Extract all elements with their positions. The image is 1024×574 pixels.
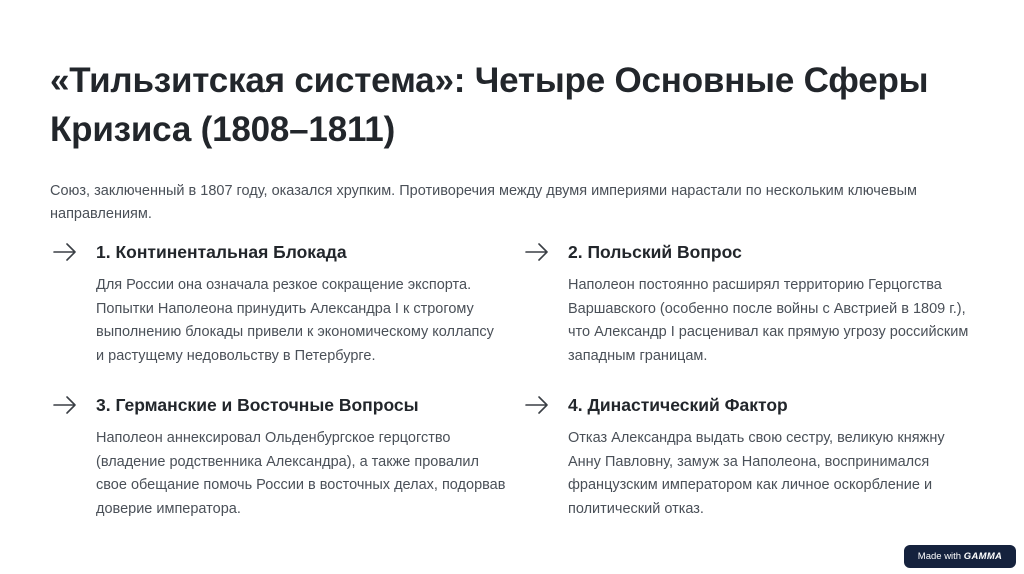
arrow-right-icon xyxy=(52,394,78,416)
arrow-right-icon xyxy=(52,241,78,263)
badge-prefix: Made with xyxy=(917,551,962,562)
item-title: 1. Континентальная Блокада xyxy=(96,242,347,262)
made-with-gamma-badge[interactable] xyxy=(904,545,1016,568)
item-text: Наполеон постоянно расширял территорию Герцогства Варшавского (особенно после войны с Австрией в 1809 г.), что Александр I расценивал как прямую угрозу российским западным границам. xyxy=(568,277,969,364)
gamma-logo-text: GAMMA xyxy=(963,551,1003,562)
item-title: 2. Польский Вопрос xyxy=(568,242,742,262)
arrow-right-icon xyxy=(524,394,550,416)
item-text: Отказ Александра выдать свою сестру, великую княжну Анну Павловну, замуж за Наполеона, воспринимался французским императором как личное оскорбление и политический отказ. xyxy=(568,430,945,517)
item-text: Наполеон аннексировал Ольденбургское герцогство (владение родственника Александра), а также провалил свое обещание помочь России в восточных делах, подорвав доверие императора. xyxy=(96,430,506,517)
slide-title: «Тильзитская система»: Четыре Основные Сферы Кризиса (1808–1811) xyxy=(50,61,929,149)
item-title: 3. Германские и Восточные Вопросы xyxy=(96,395,419,415)
item-text: Для России она означала резкое сокращение экспорта. Попытки Наполеона принудить Александра I к строгому выполнению блокады привели к экономическому коллапсу и растущему недовольству в Петербурге. xyxy=(96,277,494,364)
arrow-right-icon xyxy=(524,241,550,263)
item-title: 4. Династический Фактор xyxy=(568,395,788,415)
intro-paragraph: Союз, заключенный в 1807 году, оказался хрупким. Противоречия между двумя империями нарастали по нескольким ключевым направлениям. xyxy=(50,183,917,222)
